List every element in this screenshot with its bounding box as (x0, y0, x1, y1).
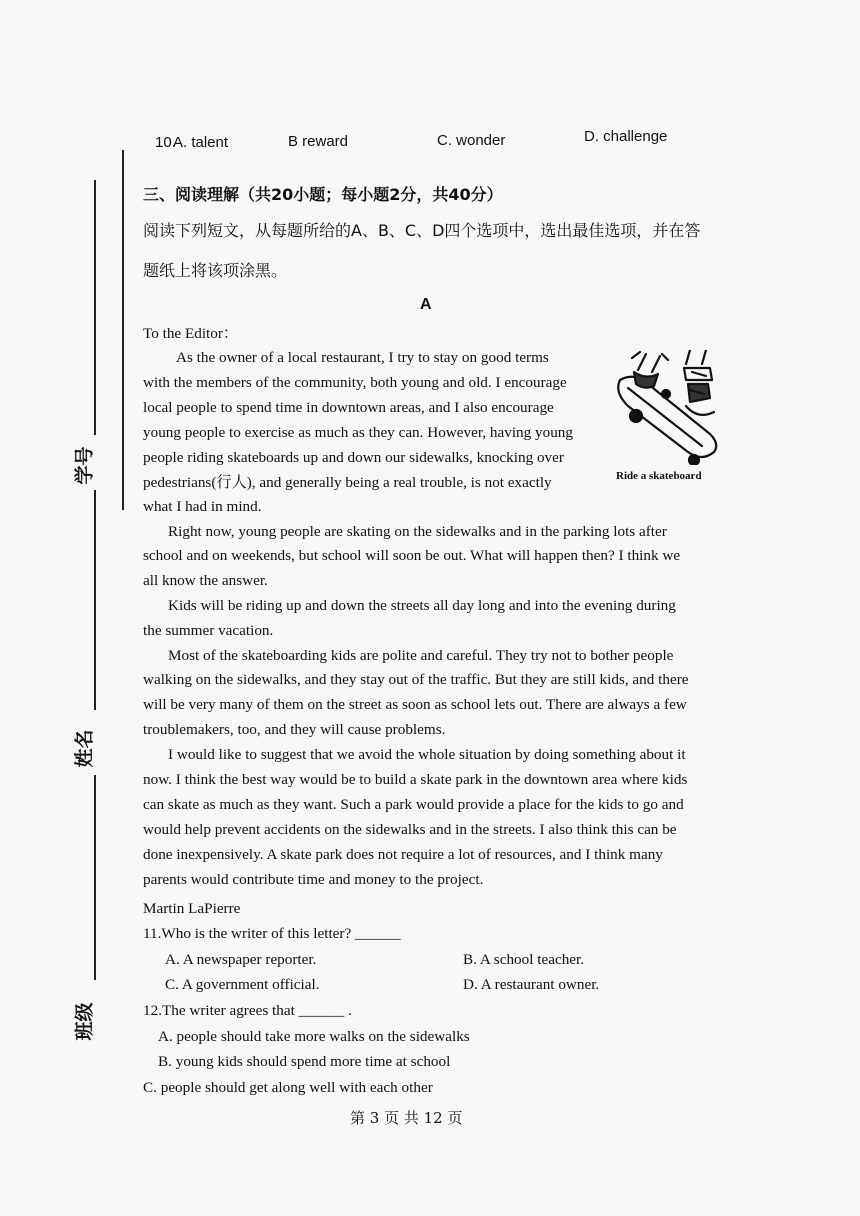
option-a: A. talent (173, 134, 229, 151)
binding-line (94, 775, 96, 980)
paragraph-line: parents would contribute time and money to the project. (143, 871, 484, 888)
student-name-label: 姓名 (73, 729, 96, 768)
paragraph-line: people riding skateboards up and down our sidewalks, knocking over (143, 449, 564, 466)
binding-line (94, 490, 96, 710)
binding-line (122, 150, 124, 510)
paragraph-line: with the members of the community, both young and old. I encourage (143, 374, 567, 391)
salutation: To the Editor： (143, 325, 239, 342)
paragraph-line: what I had in mind. (143, 498, 262, 515)
paragraph-line: pedestrians(行人), and generally being a real trouble, is not exactly (143, 474, 552, 491)
question-12-stem: 12.The writer agrees that ______ . (143, 1002, 352, 1019)
paragraph-line: local people to spend time in downtown areas, and I also encourage (143, 399, 554, 416)
q12-option-c[interactable]: C. people should get along well with each other (143, 1079, 433, 1096)
q12-option-b[interactable]: B. young kids should spend more time at school (158, 1053, 451, 1070)
paragraph-line: will be very many of them on the street as soon as school lets out. There are always a few (143, 696, 687, 713)
option-d: D. challenge (584, 128, 668, 145)
section-heading: 三、阅读理解（共20小题；每小题2分，共40分） (143, 185, 503, 204)
instruction-line-1: 阅读下列短文，从每题所给的A、B、C、D四个选项中，选出最佳选项，并在答 (143, 221, 701, 240)
student-id-label: 学号 (73, 446, 96, 485)
option-b: B reward (288, 133, 349, 150)
instruction-line-2: 题纸上将该项涂黑。 (143, 261, 288, 280)
prev-question-number: 10. (155, 134, 176, 151)
passage-label: A (420, 296, 432, 313)
paragraph-line: As the owner of a local restaurant, I try to stay on good terms (176, 349, 549, 366)
paragraph-line: now. I think the best way would be to build a skate park in the downtown area where kids (143, 771, 688, 788)
paragraph-line: done inexpensively. A skate park does not require a lot of resources, and I think many (143, 846, 663, 863)
q11-option-b[interactable]: B. A school teacher. (463, 951, 585, 968)
paragraph-line: troublemakers, too, and they will cause problems. (143, 721, 446, 738)
paragraph-line: Kids will be riding up and down the streets all day long and into the evening during (168, 597, 676, 614)
question-11-stem: 11.Who is the writer of this letter? ______ (143, 925, 401, 942)
binding-line (94, 180, 96, 435)
paragraph-line: all know the answer. (143, 572, 268, 589)
option-c: C. wonder (437, 132, 506, 149)
class-label: 班级 (73, 1002, 96, 1041)
q11-option-d[interactable]: D. A restaurant owner. (463, 976, 600, 993)
paragraph-line: Right now, young people are skating on the sidewalks and in the parking lots after (168, 523, 667, 540)
paragraph-line: the summer vacation. (143, 622, 274, 639)
paragraph-line: walking on the sidewalks, and they stay out of the traffic. But they are still kids, and there (143, 671, 689, 688)
paragraph-line: can skate as much as they want. Such a park would provide a place for the kids to go and (143, 796, 684, 813)
page-footer: 第 3 页 共 12 页 (350, 1109, 463, 1127)
paragraph-line: Most of the skateboarding kids are polite and careful. They try not to bother people (168, 647, 674, 664)
signature: Martin LaPierre (143, 900, 241, 917)
q12-option-a[interactable]: A. people should take more walks on the sidewalks (158, 1028, 470, 1045)
paragraph-line: I would like to suggest that we avoid the whole situation by doing something about it (168, 746, 686, 763)
paragraph-line: would help prevent accidents on the sidewalks and in the streets. I also think this can be (143, 821, 677, 838)
image-caption: Ride a skateboard (616, 470, 702, 482)
skateboard-illustration-icon (606, 350, 730, 465)
q11-option-a[interactable]: A. A newspaper reporter. (165, 951, 317, 968)
q11-option-c[interactable]: C. A government official. (165, 976, 320, 993)
paragraph-line: school and on weekends, but school will soon be out. What will happen then? I think we (143, 547, 681, 564)
paragraph-line: young people to exercise as much as they can. However, having young (143, 424, 573, 441)
